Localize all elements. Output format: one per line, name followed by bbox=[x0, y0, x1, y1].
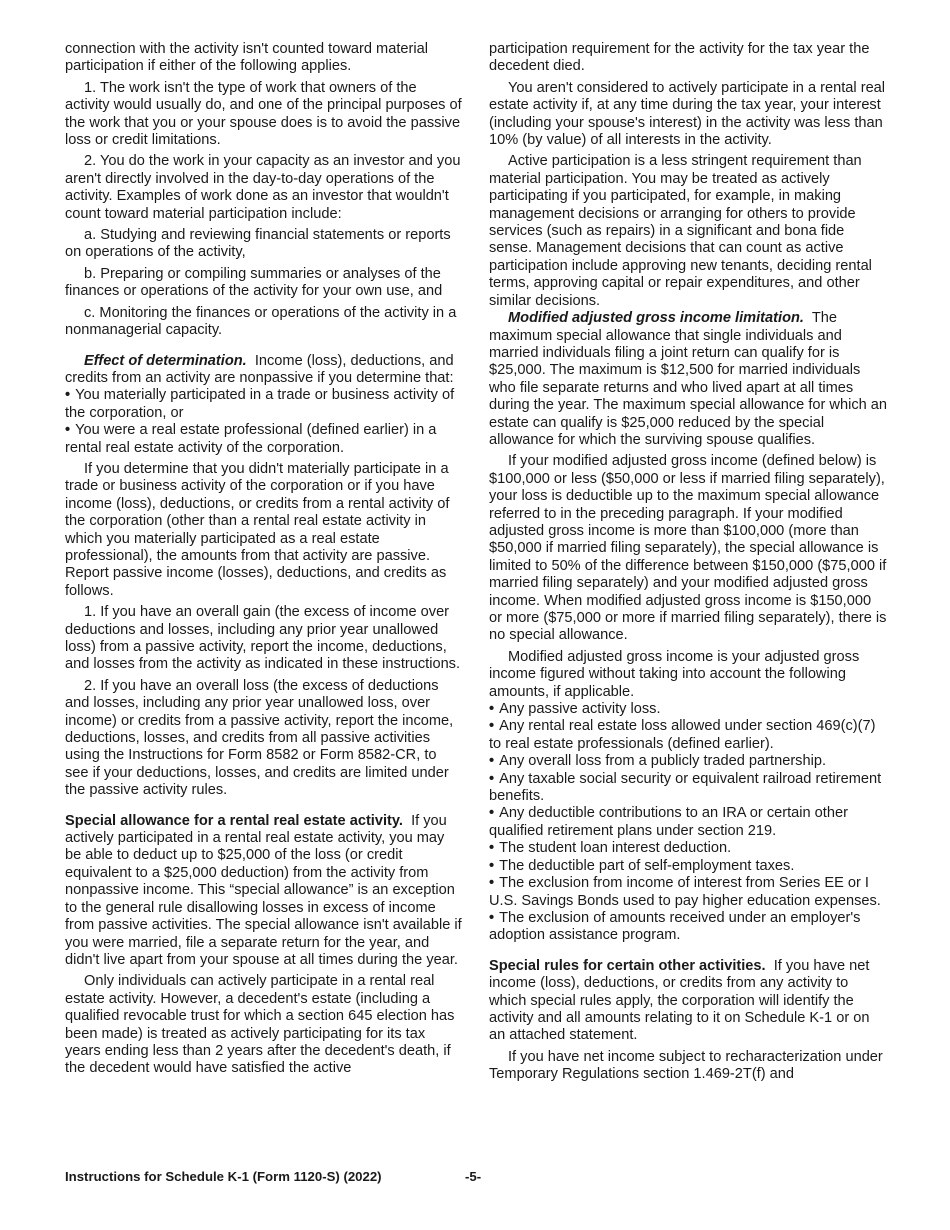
bullet-text: Any taxable social security or equivalent railroad retirement benefits. bbox=[489, 770, 882, 805]
magi-text: The maximum special allowance that single individuals and married individuals filing a joint return can qualify for is $25,000. The maximum is $12,500 for married individuals who file separate returns and who lived apart at all times during the year. The maximum special allowance for which an estate can qualify is $25,000 reduced by the special allowance for which the surviving spouse qualifies. bbox=[489, 310, 888, 448]
paragraph-only-individuals: Only individuals can actively participate in a rental real estate activity. However, a decedent's estate (including a qualified revocable trust for which a section 645 election has been made) is treated as actively participating for its tax years ending less than 2 years after the decedent's death, if the decedent would have satisfied the active bbox=[65, 973, 455, 1077]
effect-paragraph bbox=[65, 353, 463, 388]
special-allowance-heading: Special allowance for a rental real estate activity. bbox=[65, 812, 403, 829]
magi-paragraph bbox=[489, 310, 887, 449]
bullet-text: The deductible part of self-employment taxes. bbox=[499, 857, 795, 874]
loss-item: 2. If you have an overall loss (the excess of deductions and losses, including any prior year unallowed loss, over income) or credits from a passive activity, report the income, deductions, losses, and credits from all passive activities using the Instructions for Form 8582 or Form 8582-CR, to see if your deductions, losses, and credits are limited under the passive activity rules. bbox=[65, 677, 454, 799]
list-item-b: b. Preparing or compiling summaries or analyses of the finances or operations of the activity for your own use, and bbox=[65, 265, 443, 300]
special-rules-paragraph bbox=[489, 958, 887, 1045]
effect-text: Income (loss), deductions, and credits from an activity are nonpassive if you determine that: bbox=[65, 352, 454, 386]
effect-heading: Effect of determination. bbox=[84, 352, 247, 369]
paragraph-active-participation: Active participation is a less stringent requirement than material participation. You may be treated as actively participating if you participated, for example, in making management decisions or arranging for others to provide services (such as repairs) in a significant and bona fide sense. Management decisions that can count as active participation include approving new tenants, deciding rental terms, approving capital or repair expenditures, and other similar decisions. bbox=[489, 153, 872, 309]
paragraph-if-determine: If you determine that you didn't materially participate in a trade or business activity of the corporation or if you have income (loss), deductions, or credits from a rental activity of the corporation (other than a rental real estate activity in which you materially participated as a real estate professional), the amounts from that activity are passive. Report passive income (losses), deductions, and credits as follows. bbox=[65, 460, 450, 599]
paragraph-continue: participation requirement for the activity for the tax year the decedent died. bbox=[489, 41, 870, 75]
list-item-2: 2. You do the work in your capacity as an investor and you aren't directly involved in the day-to-day operations of the activity. Examples of work done as an investor that wouldn't count toward material participation include: bbox=[65, 153, 461, 222]
paragraph-if-magi: If your modified adjusted gross income (defined below) is $100,000 or less ($50,000 or less if married filing separately), your loss is deductible up to the maximum special allowance referred to in the preceding paragraph. If your modified adjusted gross income is more than $100,000 (more than $50,000 if married filing separately), the special allowance is limited to 50% of the difference between $150,000 ($75,000 if married filing separately) and your modified adjusted gross income. When modified adjusted gross income is $150,000 or more ($75,000 or more if married filing separately), there is no special allowance. bbox=[489, 453, 887, 644]
list-item: • The exclusion from income of interest from Series EE or I U.S. Savings Bonds used to pay higher education expenses. bbox=[489, 875, 881, 909]
bullet-text: The exclusion from income of interest from Series EE or I U.S. Savings Bonds used to pay higher education expenses. bbox=[489, 875, 881, 909]
list-item: • The student loan interest deduction. bbox=[489, 840, 732, 857]
bullet-text: Any passive activity loss. bbox=[499, 701, 661, 718]
special-allowance-paragraph bbox=[65, 813, 463, 970]
list-item-1: 1. The work isn't the type of work that owners of the activity would usually do, and one of the principal purposes of the work that you or your spouse does is to avoid the passive loss or credit limitations. bbox=[65, 79, 462, 149]
list-item: • Any deductible contributions to an IRA or certain other qualified retirement plans under section 219. bbox=[489, 805, 848, 839]
paragraph-recharacterization: If you have net income subject to recharacterization under Temporary Regulations section 1.469-2T(f) and bbox=[489, 1048, 883, 1083]
list-item: • Any overall loss from a publicly traded partnership. bbox=[489, 753, 827, 770]
bullet-text: Any rental real estate loss allowed under section 469(c)(7) to real estate professionals (defined earlier). bbox=[489, 718, 876, 752]
page-number: -5- bbox=[465, 1169, 482, 1184]
magi-heading: Modified adjusted gross income limitation. bbox=[508, 310, 804, 327]
paragraph-intro: connection with the activity isn't counted toward material participation if either of the following applies. bbox=[65, 41, 428, 75]
bullet-text: The student loan interest deduction. bbox=[499, 840, 732, 857]
effect-bullet-2: • You were a real estate professional (defined earlier) in a rental real estate activity of the corporation. bbox=[65, 422, 437, 456]
gain-item: 1. If you have an overall gain (the excess of income over deductions and losses, including any prior year unallowed loss) from a passive activity, report the income, deductions, and losses from the activity as indicated in these instructions. bbox=[65, 604, 461, 673]
effect-bullet-1-text: You materially participated in a trade or business activity of the corporation, or bbox=[65, 387, 455, 421]
right-column bbox=[489, 41, 887, 1084]
list-item-c: c. Monitoring the finances or operations of the activity in a nonmanagerial capacity. bbox=[65, 304, 457, 339]
magi-bullet-list bbox=[489, 701, 887, 945]
footer-title: Instructions for Schedule K-1 (Form 1120-S) (2022) bbox=[65, 1169, 382, 1184]
bullet-text: Any overall loss from a publicly traded partnership. bbox=[499, 753, 827, 770]
list-item: • Any passive activity loss. bbox=[489, 701, 661, 718]
special-rules-heading: Special rules for certain other activities. bbox=[489, 957, 766, 974]
paragraph-not-active: You aren't considered to actively participate in a rental real estate activity if, at any time during the tax year, your interest (including your spouse's interest) in the activity was less than 10% (by value) of all interests in the activity. bbox=[489, 79, 886, 149]
bullet-text: The exclusion of amounts received under an employer's adoption assistance program. bbox=[489, 909, 861, 944]
bullet-text: Any deductible contributions to an IRA or certain other qualified retirement plans under section 219. bbox=[489, 805, 848, 839]
effect-bullet-2-text: You were a real estate professional (defined earlier) in a rental real estate activity of the corporation. bbox=[65, 422, 437, 456]
special-rules-text: If you have net income (loss), deductions, or credits from any activity to which special rules apply, the corporation will identify the activity and all amounts relating to it on Schedule K-1 or on an attached statement. bbox=[489, 957, 870, 1044]
left-column bbox=[65, 41, 463, 1078]
list-item: • Any rental real estate loss allowed under section 469(c)(7) to real estate professionals (defined earlier). bbox=[489, 718, 876, 752]
effect-bullet-1: • You materially participated in a trade or business activity of the corporation, or bbox=[65, 387, 455, 421]
paragraph-magi-def: Modified adjusted gross income is your adjusted gross income figured without taking into account the following amounts, if applicable. bbox=[489, 648, 860, 700]
list-item-a: a. Studying and reviewing financial statements or reports on operations of the activity, bbox=[65, 227, 451, 261]
list-item: • The deductible part of self-employment taxes. bbox=[489, 857, 795, 874]
list-item: • Any taxable social security or equivalent railroad retirement benefits. bbox=[489, 770, 882, 805]
list-item: • The exclusion of amounts received under an employer's adoption assistance program. bbox=[489, 909, 861, 944]
special-allowance-text: If you actively participated in a rental real estate activity, you may be able to deduct up to $25,000 of the loss (or credit equivalent to a $25,000 deduction) from the activity from nonpassive income. This “special allowance” is an exception to the general rule disallowing losses in excess of income from passive activities. The special allowance isn't available if you were married, file a separate return for the year, and didn't live apart from your spouse at all times during the year. bbox=[65, 812, 462, 968]
